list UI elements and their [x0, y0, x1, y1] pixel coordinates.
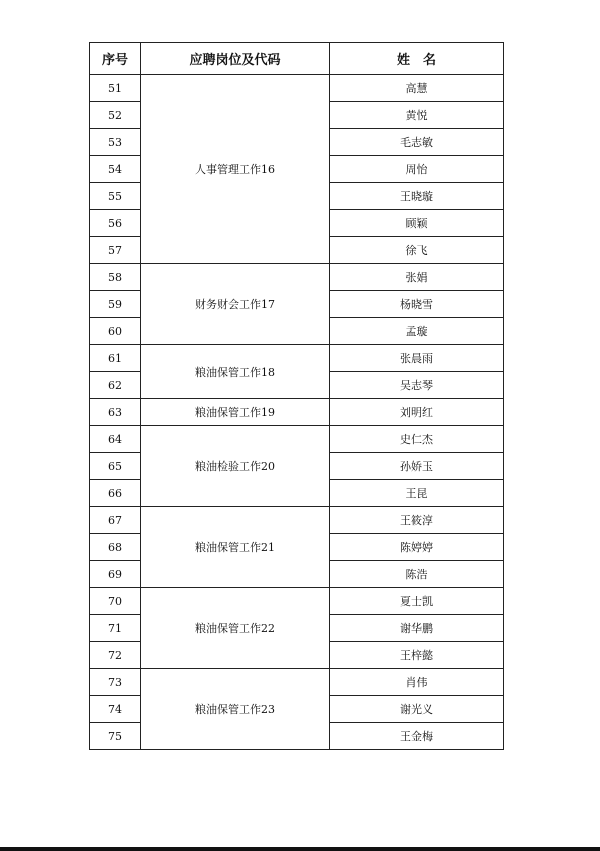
- position-cell: 财务财会工作17: [141, 264, 330, 345]
- seq-cell: 63: [90, 399, 141, 426]
- seq-cell: 75: [90, 723, 141, 750]
- seq-cell: 67: [90, 507, 141, 534]
- table-row: [90, 588, 504, 615]
- position-cell: 粮油保管工作22: [141, 588, 330, 669]
- table-row: [90, 345, 504, 372]
- name-cell: 谢光义: [330, 696, 504, 723]
- name-cell: 刘明红: [330, 399, 504, 426]
- table-row: [90, 669, 504, 696]
- seq-cell: 60: [90, 318, 141, 345]
- name-cell: 高慧: [330, 75, 504, 102]
- seq-cell: 71: [90, 615, 141, 642]
- name-cell: 孟璇: [330, 318, 504, 345]
- header-position: 应聘岗位及代码: [141, 43, 330, 75]
- header-row: [90, 43, 504, 75]
- name-cell: 张晨雨: [330, 345, 504, 372]
- name-cell: 夏士凯: [330, 588, 504, 615]
- seq-cell: 52: [90, 102, 141, 129]
- seq-cell: 64: [90, 426, 141, 453]
- seq-cell: 68: [90, 534, 141, 561]
- table-row: [90, 75, 504, 102]
- seq-cell: 62: [90, 372, 141, 399]
- table-row: [90, 507, 504, 534]
- name-cell: 肖伟: [330, 669, 504, 696]
- position-cell: 人事管理工作16: [141, 75, 330, 264]
- table-body: [90, 75, 504, 750]
- header-name: 姓 名: [330, 43, 504, 75]
- seq-cell: 51: [90, 75, 141, 102]
- seq-cell: 61: [90, 345, 141, 372]
- seq-cell: 53: [90, 129, 141, 156]
- name-cell: 王筱淳: [330, 507, 504, 534]
- name-cell: 孙娇玉: [330, 453, 504, 480]
- position-cell: 粮油保管工作23: [141, 669, 330, 750]
- name-cell: 张娟: [330, 264, 504, 291]
- seq-cell: 55: [90, 183, 141, 210]
- name-cell: 杨晓雪: [330, 291, 504, 318]
- name-cell: 王梓懿: [330, 642, 504, 669]
- position-cell: 粮油保管工作21: [141, 507, 330, 588]
- name-cell: 顾颖: [330, 210, 504, 237]
- position-cell: 粮油检验工作20: [141, 426, 330, 507]
- seq-cell: 70: [90, 588, 141, 615]
- name-cell: 史仁杰: [330, 426, 504, 453]
- name-cell: 王金梅: [330, 723, 504, 750]
- table-row: [90, 264, 504, 291]
- name-cell: 陈浩: [330, 561, 504, 588]
- header-seq: 序号: [90, 43, 141, 75]
- seq-cell: 66: [90, 480, 141, 507]
- seq-cell: 56: [90, 210, 141, 237]
- seq-cell: 73: [90, 669, 141, 696]
- name-cell: 谢华鹏: [330, 615, 504, 642]
- seq-cell: 57: [90, 237, 141, 264]
- name-cell: 周怡: [330, 156, 504, 183]
- applicant-table: [89, 42, 504, 750]
- name-cell: 吴志琴: [330, 372, 504, 399]
- table-row: [90, 399, 504, 426]
- seq-cell: 59: [90, 291, 141, 318]
- seq-cell: 58: [90, 264, 141, 291]
- seq-cell: 74: [90, 696, 141, 723]
- name-cell: 毛志敏: [330, 129, 504, 156]
- seq-cell: 72: [90, 642, 141, 669]
- seq-cell: 65: [90, 453, 141, 480]
- seq-cell: 69: [90, 561, 141, 588]
- page-bottom-rule: [0, 847, 600, 851]
- table-row: [90, 426, 504, 453]
- name-cell: 徐飞: [330, 237, 504, 264]
- name-cell: 黄悦: [330, 102, 504, 129]
- name-cell: 陈婷婷: [330, 534, 504, 561]
- seq-cell: 54: [90, 156, 141, 183]
- name-cell: 王晓璇: [330, 183, 504, 210]
- position-cell: 粮油保管工作18: [141, 345, 330, 399]
- position-cell: 粮油保管工作19: [141, 399, 330, 426]
- name-cell: 王昆: [330, 480, 504, 507]
